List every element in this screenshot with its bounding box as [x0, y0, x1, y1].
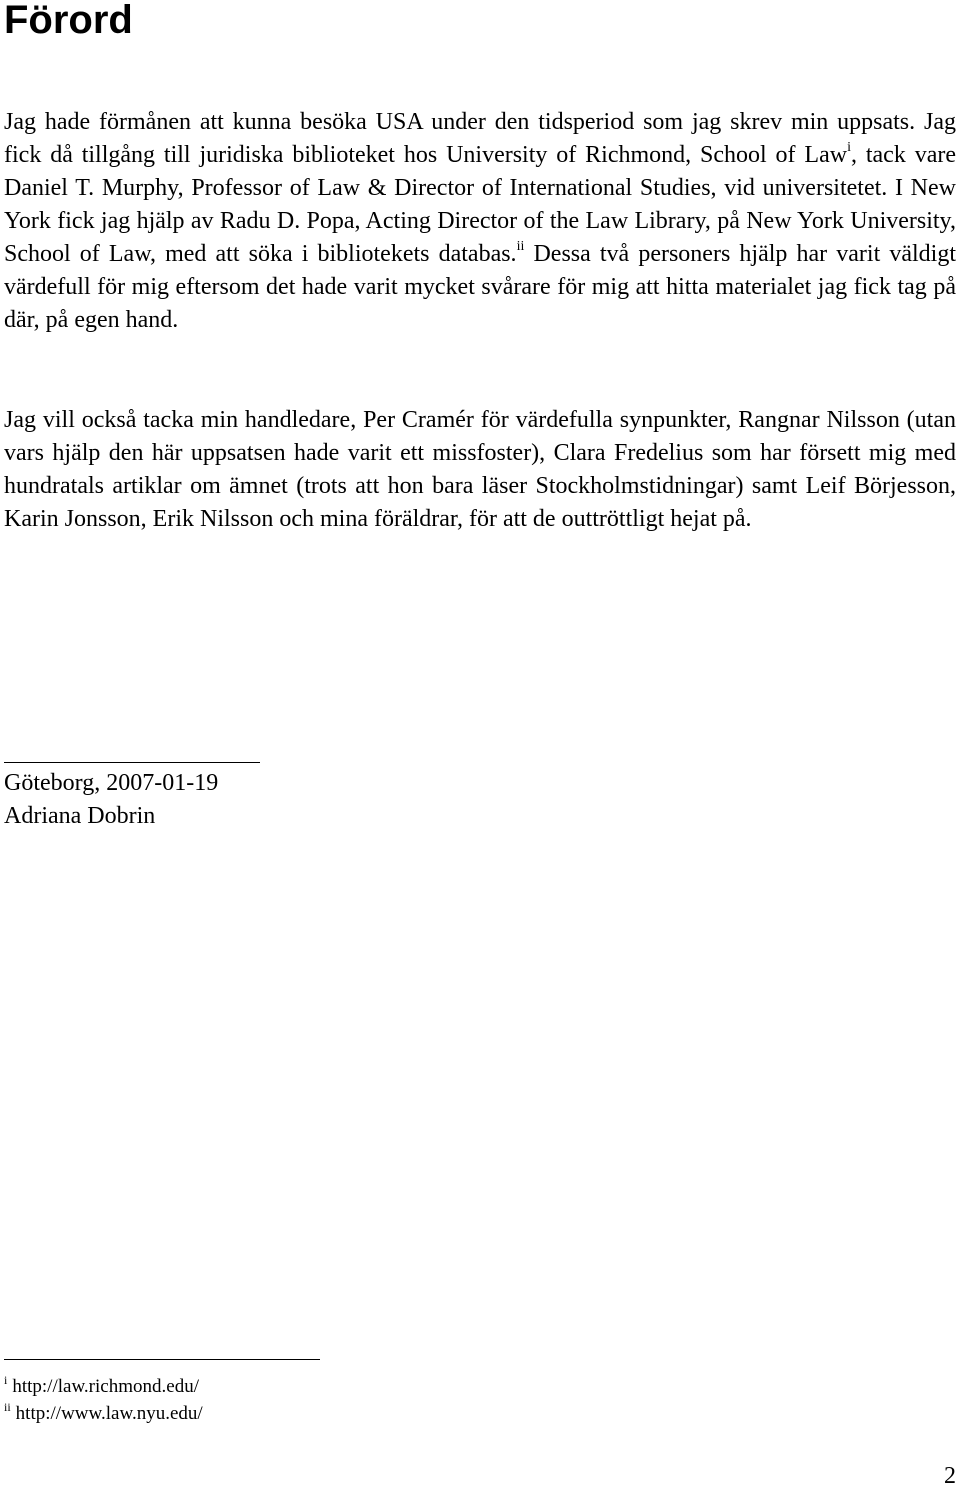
footnote-marker: ii — [4, 1400, 11, 1414]
signature-place-date: Göteborg, 2007-01-19 — [4, 770, 219, 796]
paragraph-text: Jag hade förmånen att kunna besöka USA under den tidsperiod som jag skrev min uppsats. Jag fick då tillgång till juridiska biblioteket hos University of Richmond, School of Law — [4, 109, 956, 168]
footnote-ref-2[interactable]: ii — [516, 239, 525, 254]
footnote-ref-1[interactable]: i — [847, 140, 851, 155]
footnote-separator — [4, 1359, 320, 1360]
footnote-1 — [4, 1375, 199, 1399]
footnote-link[interactable]: http://www.law.nyu.edu/ — [15, 1403, 203, 1424]
footnote-marker: i — [4, 1373, 8, 1387]
paragraph-thanks: Jag vill också tacka min handledare, Per Cramér för värdefulla synpunkter, Rangnar Nilsson (utan vars hjälp den här uppsatsen hade varit ett missfoster), Clara Fredelius som har försett mig med hundratals artiklar om ämnet (trots att hon bara läser Stockholmstidningar) samt Leif Börjesson, Karin Jonsson, Erik Nilsson och mina föräldrar, för att de outtröttligt hejat på. — [4, 407, 956, 532]
page-number: 2 — [944, 1463, 956, 1489]
signature-name: Adriana Dobrin — [4, 803, 156, 829]
paragraph-acknowledgement-usa — [4, 106, 956, 337]
footnote-link[interactable]: http://law.richmond.edu/ — [12, 1376, 199, 1397]
signature-line — [4, 762, 260, 763]
page-heading: Förord — [4, 0, 133, 42]
paragraph-text: , tack vare Daniel T. Murphy, Professor of Law & Director of International Studies, vid universitetet. I New York fick jag hjälp av Radu D. Popa, Acting Director of the Law Library, på New York University, School of Law, med att söka i bibliotekets databas. — [4, 142, 956, 267]
footnote-2 — [4, 1402, 203, 1426]
paragraph-text: Dessa två personers hjälp har varit väldigt värdefull för mig eftersom det hade varit mycket svårare för mig att hitta materialet jag fick tag på där, på egen hand. — [4, 241, 956, 333]
